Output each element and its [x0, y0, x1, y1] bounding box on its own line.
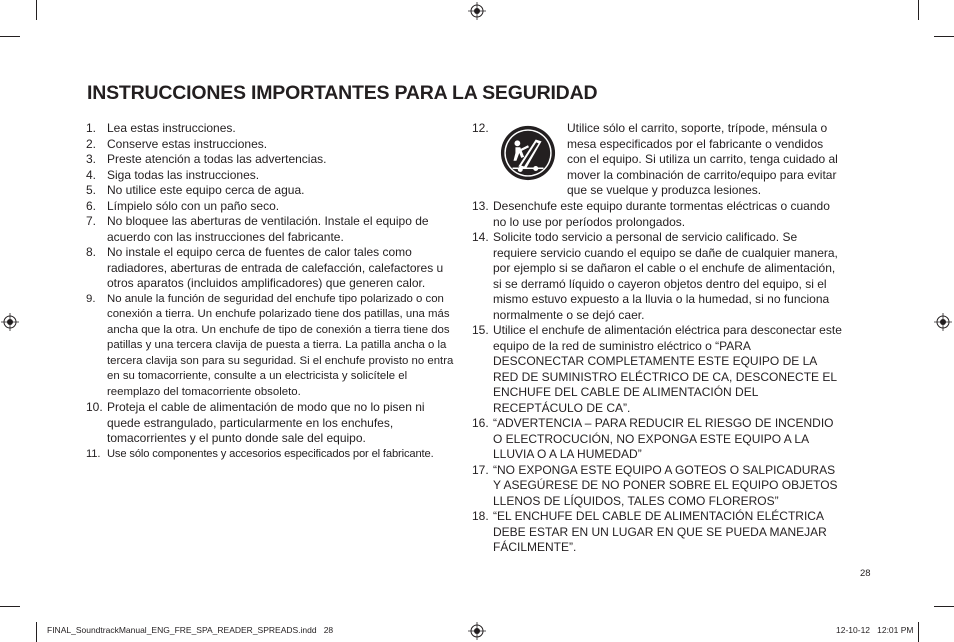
list-item: [86, 199, 458, 215]
item-text: “ADVERTENCIA – PARA REDUCIR EL RIESGO DE INCENDIO O ELECTROCUCIÓN, NO EXPONGA ESTE EQUIPO A LA LLUVIA O A LA HUMEDAD”: [493, 416, 834, 461]
page-title: INSTRUCCIONES IMPORTANTES PARA LA SEGURIDAD: [87, 82, 598, 104]
item-number: 14.: [472, 230, 489, 244]
list-item: [86, 168, 458, 184]
list-item: [472, 230, 844, 323]
list-item: [86, 183, 458, 199]
list-item: [472, 323, 844, 416]
item-number: 8.: [86, 245, 97, 259]
item-text: Proteja el cable de alimentación de modo que no lo pisen ni quede estrangulado, particularmente en los enchufes, tomacorrientes y el punto donde sale del equipo.: [107, 400, 425, 445]
crop-mark: [36, 0, 37, 20]
crop-mark: [934, 36, 954, 37]
list-item: [86, 137, 458, 153]
item-number: 15.: [472, 323, 489, 337]
item-text: Use sólo componentes y accesorios especificados por el fabricante.: [107, 447, 434, 460]
item-number: 4.: [86, 167, 97, 182]
item-text: Preste atención a todas las advertencias.: [107, 152, 327, 166]
item-text: Solicite todo servicio a personal de servicio calificado. Se requiere servicio cuando el equipo se dañe de cualquier manera, por ejemplo si se dañaron el cable o el enchufe de alimentación, si se derramó líquido o cayeron objetos dentro del equipo, si el mismo estuvo expuesto a la lluvia o la humedad, si no funciona normalmente o se dejó caer.: [493, 230, 838, 322]
item-number: 12.: [472, 121, 489, 135]
footer-timestamp: 12-10-12 12:01 PM: [836, 625, 914, 635]
item-text: No anule la función de seguridad del enchufe tipo polarizado o con conexión a tierra. Un enchufe polarizado tiene dos patillas, una más ancha que la otra. Un enchufe de tipo de conexión a tierra tiene dos patillas y una tercera clavija de puesta a tierra. La patilla ancha o la tercera clavija son para su seguridad. Si el enchufe provisto no entra en su tomacorriente, consulte a un electricista y solicítele el reemplazo del tomacorriente obsoleto.: [107, 292, 454, 398]
instructions-column-right: [472, 121, 844, 556]
item-text: No utilice este equipo cerca de agua.: [107, 183, 305, 197]
item-number: 17.: [472, 462, 489, 477]
item-number: 6.: [86, 198, 97, 213]
item-text: “NO EXPONGA ESTE EQUIPO A GOTEOS O SALPICADURAS Y ASEGÚRESE DE NO PONER SOBRE EL EQUIPO OBJETOS LLENOS DE LÍQUIDOS, TALES COMO FLOREROS”: [493, 462, 838, 508]
registration-mark-icon: [468, 2, 486, 20]
crop-mark: [0, 606, 20, 607]
item-number: 16.: [472, 416, 489, 430]
list-item: [472, 463, 844, 510]
page-number: 28: [860, 568, 871, 579]
item-text: No instale el equipo cerca de fuentes de calor tales como radiadores, aberturas de entrada de calefacción, calefactores u otros aparatos (incluidos amplificadores) que generen calor.: [107, 245, 444, 290]
registration-mark-icon: [468, 622, 486, 640]
item-text: Utilice el enchufe de alimentación eléctrica para desconectar este equipo de la red de suministro eléctrico o “PARA DESCONECTAR COMPLETAMENTE ESTE EQUIPO DE LA RED DE SUMINISTRO ELÉCTRICO DE CA, DESCONECTE EL ENCHUFE DEL CABLE DE ALIMENTACIÓN DEL RECEPTÁCULO DE CA”.: [493, 323, 842, 415]
item-text: Utilice sólo el carrito, soporte, trípode, ménsula o mesa especificados por el fabricante o vendidos con el equipo. Si utiliza un carrito, tenga cuidado al mover la combinación de carrito/equipo para evitar que se vuelque y produzca lesiones.: [567, 121, 838, 197]
list-item-cart: [472, 121, 844, 199]
list-item: [86, 447, 458, 463]
list-item: [472, 199, 844, 230]
instructions-column-left: [86, 121, 458, 462]
crop-mark: [934, 606, 954, 607]
list-item: [86, 400, 458, 447]
list-item: [86, 245, 458, 292]
cart-tip-over-warning-icon: [499, 124, 557, 182]
item-number: 11.: [86, 447, 101, 460]
list-item: [86, 152, 458, 168]
item-number: 7.: [86, 214, 97, 228]
list-item: [86, 121, 458, 137]
list-item: [472, 509, 844, 556]
crop-mark: [918, 0, 919, 20]
item-text: Límpielo sólo con un paño seco.: [107, 198, 280, 213]
item-number: 1.: [86, 121, 97, 135]
item-text: “EL ENCHUFE DEL CABLE DE ALIMENTACIÓN ELÉCTRICA DEBE ESTAR EN UN LUGAR EN QUE SE PUEDA MANEJAR FÁCILMENTE”.: [493, 509, 827, 554]
item-number: 3.: [86, 152, 97, 166]
item-number: 13.: [472, 199, 489, 213]
crop-mark: [0, 36, 20, 37]
item-text: Desenchufe este equipo durante tormentas eléctricas o cuando no lo use por períodos prolongados.: [493, 199, 830, 229]
item-text: Conserve estas instrucciones.: [107, 136, 268, 151]
footer-filename: FINAL_SoundtrackManual_ENG_FRE_SPA_READER_SPREADS.indd 28: [47, 625, 334, 635]
item-number: 10.: [86, 400, 103, 414]
list-item: [472, 416, 844, 463]
registration-mark-icon: [934, 313, 952, 331]
item-number: 2.: [86, 136, 97, 151]
crop-mark: [918, 622, 919, 642]
item-text: Lea estas instrucciones.: [107, 121, 236, 135]
crop-mark: [36, 622, 37, 642]
registration-mark-icon: [1, 313, 19, 331]
list-item: [86, 214, 458, 245]
item-text: Siga todas las instrucciones.: [107, 167, 260, 182]
list-item: [86, 292, 458, 401]
item-number: 18.: [472, 509, 489, 523]
item-number: 9.: [86, 292, 96, 305]
item-text: No bloquee las aberturas de ventilación. Instale el equipo de acuerdo con las instrucciones del fabricante.: [107, 214, 429, 244]
item-number: 5.: [86, 183, 97, 197]
